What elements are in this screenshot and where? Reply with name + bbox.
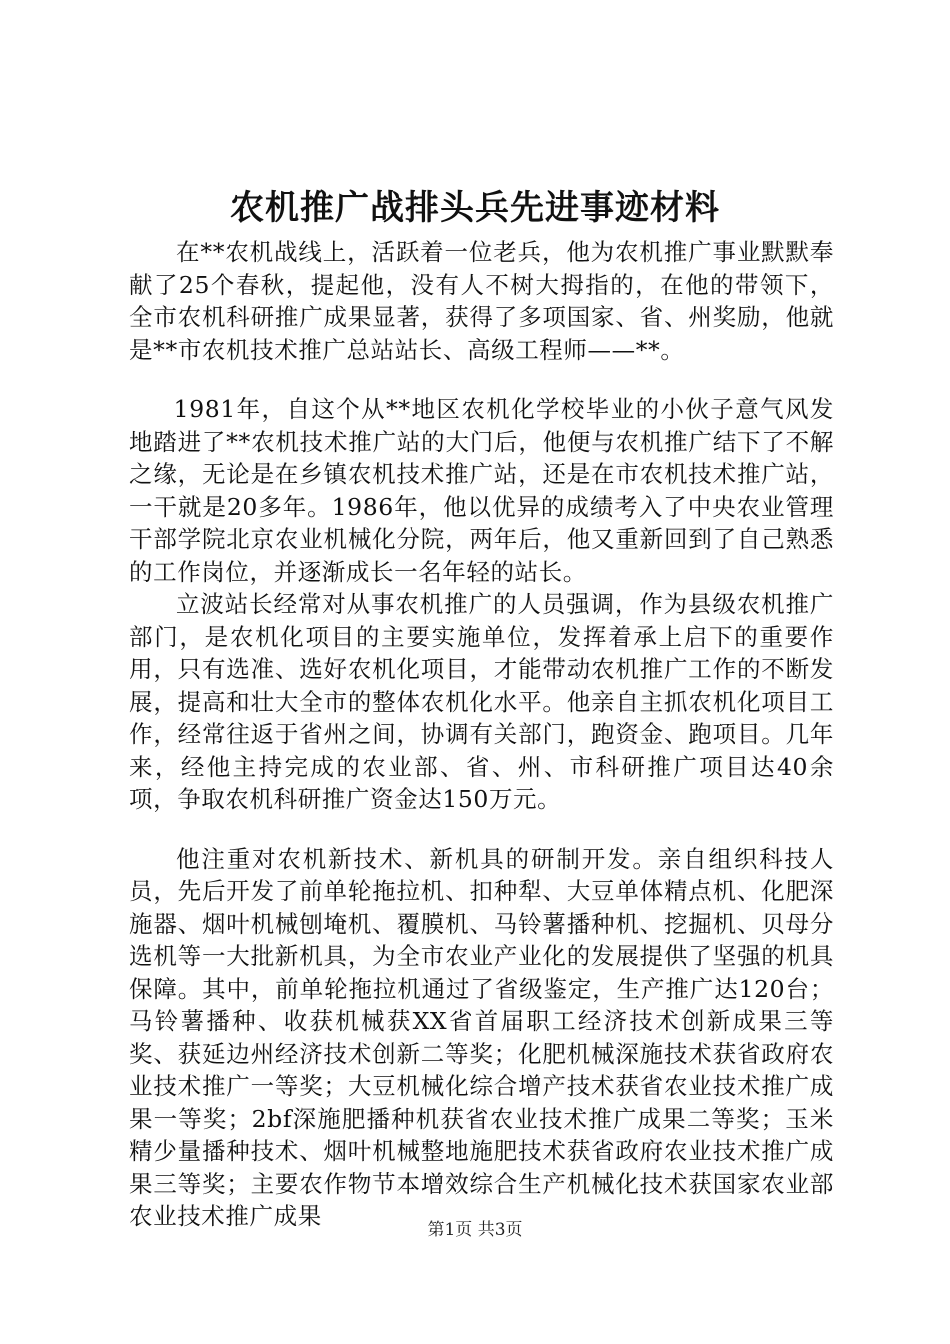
document-body [129,236,834,1233]
paragraph-projects: 立波站长经常对从事农机推广的人员强调，作为县级农机推广部门，是农机化项目的主要实施单位，发挥着承上启下的重要作用，只有选准、选好农机化项目，才能带动农机推广工作的不断发展，提高和壮大全市的整体农机化水平。他亲自主抓农机化项目工作，经常往返于省州之间，协调有关部门，跑资金、跑项目。几年来，经他主持完成的农业部、省、州、市科研推广项目达40余项，争取农机科研推广资金达150万元。 [129,590,834,813]
paragraph-spacer [129,816,834,843]
page-footer: 第1页 共3页 [427,1220,523,1240]
paragraph-intro: 在**农机战线上，活跃着一位老兵，他为农机推广事业默默奉献了25个春秋，提起他，没有人不树大拇指的，在他的带领下，全市农机科研推广成果显著，获得了多项国家、省、州奖励，他就是**市农机技术推广总站站长、高级工程师——**。 [129,238,834,364]
paragraph-spacer [129,366,834,393]
document-title: 农机推广战排头兵先进事迹材料 [230,188,720,228]
paragraph-innovation: 他注重对农机新技术、新机具的研制开发。亲自组织科技人员，先后开发了前单轮拖拉机、扣种犁、大豆单体精点机、化肥深施器、烟叶机械刨埯机、覆膜机、马铃薯播种机、挖掘机、贝母分选机等一大批新机具，为全市农业产业化的发展提供了坚强的机具保障。其中，前单轮拖拉机通过了省级鉴定，生产推广达120台；马铃薯播种、收获机械获XX省首届职工经济技术创新成果三等奖、获延边州经济技术创新二等奖；化肥机械深施技术获省政府农业技术推广一等奖；大豆机械化综合增产技术获省农业技术推广成果一等奖；2bf深施肥播种机获省农业技术推广成果二等奖；玉米精少量播种技术、烟叶机械整地施肥技术获省政府农业技术推广成果三等奖；主要农作物节本增效综合生产机械化技术获国家农业部农业技术推广成果 [129,844,834,1230]
paragraph-career: 1981年，自这个从**地区农机化学校毕业的小伙子意气风发地踏进了**农机技术推广站的大门后，他便与农机推广结下了不解之缘，无论是在乡镇农机技术推广站，还是在市农机技术推广站，一干就是20多年。1986年，他以优异的成绩考入了中央农业管理干部学院北京农业机械化分院，两年后，他又重新回到了自己熟悉的工作岗位，并逐渐成长一名年轻的站长。 [129,395,834,586]
